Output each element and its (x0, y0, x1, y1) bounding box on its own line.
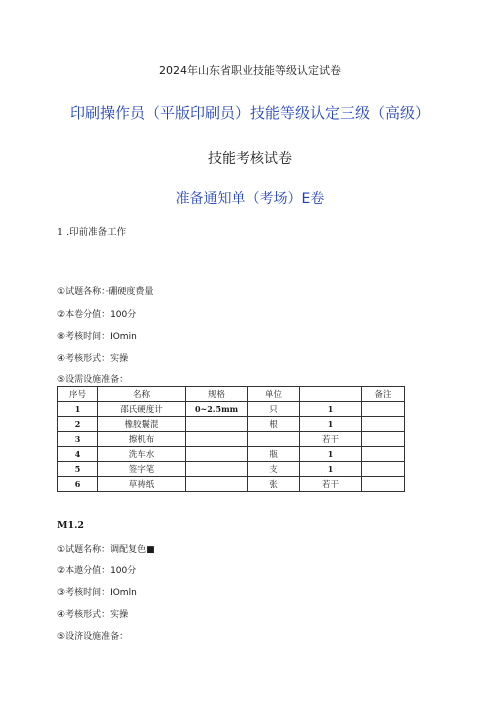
table-cell-name: 擦机布 (98, 432, 186, 447)
certification-title: 印刷操作员（平版印刷员）技能等级认定三级（高级） (69, 104, 430, 122)
section-2-item-format: ④考核形式：实操 (57, 610, 129, 620)
table-cell-notes (362, 447, 405, 462)
table-cell-spec (186, 447, 248, 462)
section-1-item-format: ④考核形式：实操 (57, 354, 129, 364)
table-cell-name: 橡胶鬟混 (98, 417, 186, 432)
table-cell-unit (248, 432, 300, 447)
table-cell-quantity: 若干 (300, 477, 362, 492)
table-row (58, 477, 405, 492)
table-cell-spec (186, 477, 248, 492)
section-1-item-equipment: ⑤设需设施准备： (57, 375, 129, 385)
section-1-item-test-name: ①试题各称：·硼硬度费量 (57, 287, 154, 297)
column-header-quantity (300, 387, 362, 402)
table-row (58, 432, 405, 447)
column-header-unit: 单位 (248, 387, 300, 402)
section-1-item-time: ⑧考核时间：IOmin (57, 332, 137, 342)
table-cell-quantity: 若干 (300, 432, 362, 447)
table-row (58, 462, 405, 477)
table-cell-notes (362, 462, 405, 477)
table-cell-index: 5 (58, 462, 98, 477)
section-2-item-time: ③考核时间：IOmln (57, 588, 137, 598)
table-cell-unit: 瓶 (248, 447, 300, 462)
table-row (58, 447, 405, 462)
column-header-name: 名称 (98, 387, 186, 402)
table-cell-index: 2 (58, 417, 98, 432)
table-cell-notes (362, 477, 405, 492)
table-cell-quantity: 1 (300, 417, 362, 432)
table-cell-unit: 根 (248, 417, 300, 432)
table-cell-spec (186, 462, 248, 477)
table-cell-index: 4 (58, 447, 98, 462)
table-cell-spec: 0~2.5mm (186, 402, 248, 417)
table-cell-index: 3 (58, 432, 98, 447)
table-cell-index: 1 (58, 402, 98, 417)
exam-paper-title: 技能考核试卷 (208, 151, 292, 167)
preparation-notice-title: 准备通知单（考场）E卷 (175, 191, 325, 207)
table-cell-name: 草祷纸 (98, 477, 186, 492)
table-cell-notes (362, 432, 405, 447)
table-row (58, 402, 405, 417)
column-header-index: 序号 (58, 387, 98, 402)
equipment-table (57, 386, 405, 492)
section-1-item-score: ②本卷分值：100分 (57, 310, 137, 320)
table-cell-notes (362, 402, 405, 417)
table-cell-unit: 张 (248, 477, 300, 492)
table-cell-spec (186, 432, 248, 447)
table-cell-name: 签字笔 (98, 462, 186, 477)
section-2-item-score: ②本遨分值：100分 (57, 566, 137, 576)
table-header-row (58, 387, 405, 402)
table-cell-quantity: 1 (300, 402, 362, 417)
table-cell-spec (186, 417, 248, 432)
section-2-item-test-name: ①试题名称：调配复色■ (57, 545, 155, 555)
section-1-heading: 1 .印前准备工作 (57, 227, 127, 238)
table-cell-unit: 只 (248, 402, 300, 417)
table-cell-quantity: 1 (300, 462, 362, 477)
exam-year-title: 2024年山东省职业技能等级认定试卷 (159, 64, 341, 77)
table-cell-name: 洗车水 (98, 447, 186, 462)
column-header-notes: 备注 (362, 387, 405, 402)
table-cell-quantity: 1 (300, 447, 362, 462)
table-cell-notes (362, 417, 405, 432)
table-cell-index: 6 (58, 477, 98, 492)
table-cell-unit: 支 (248, 462, 300, 477)
section-2-heading: M1.2 (57, 520, 85, 531)
table-row (58, 417, 405, 432)
section-2-item-equipment: ⑤设济设施准备： (57, 632, 129, 642)
column-header-spec: 规格 (186, 387, 248, 402)
table-cell-name: 邵氏硬度计 (98, 402, 186, 417)
